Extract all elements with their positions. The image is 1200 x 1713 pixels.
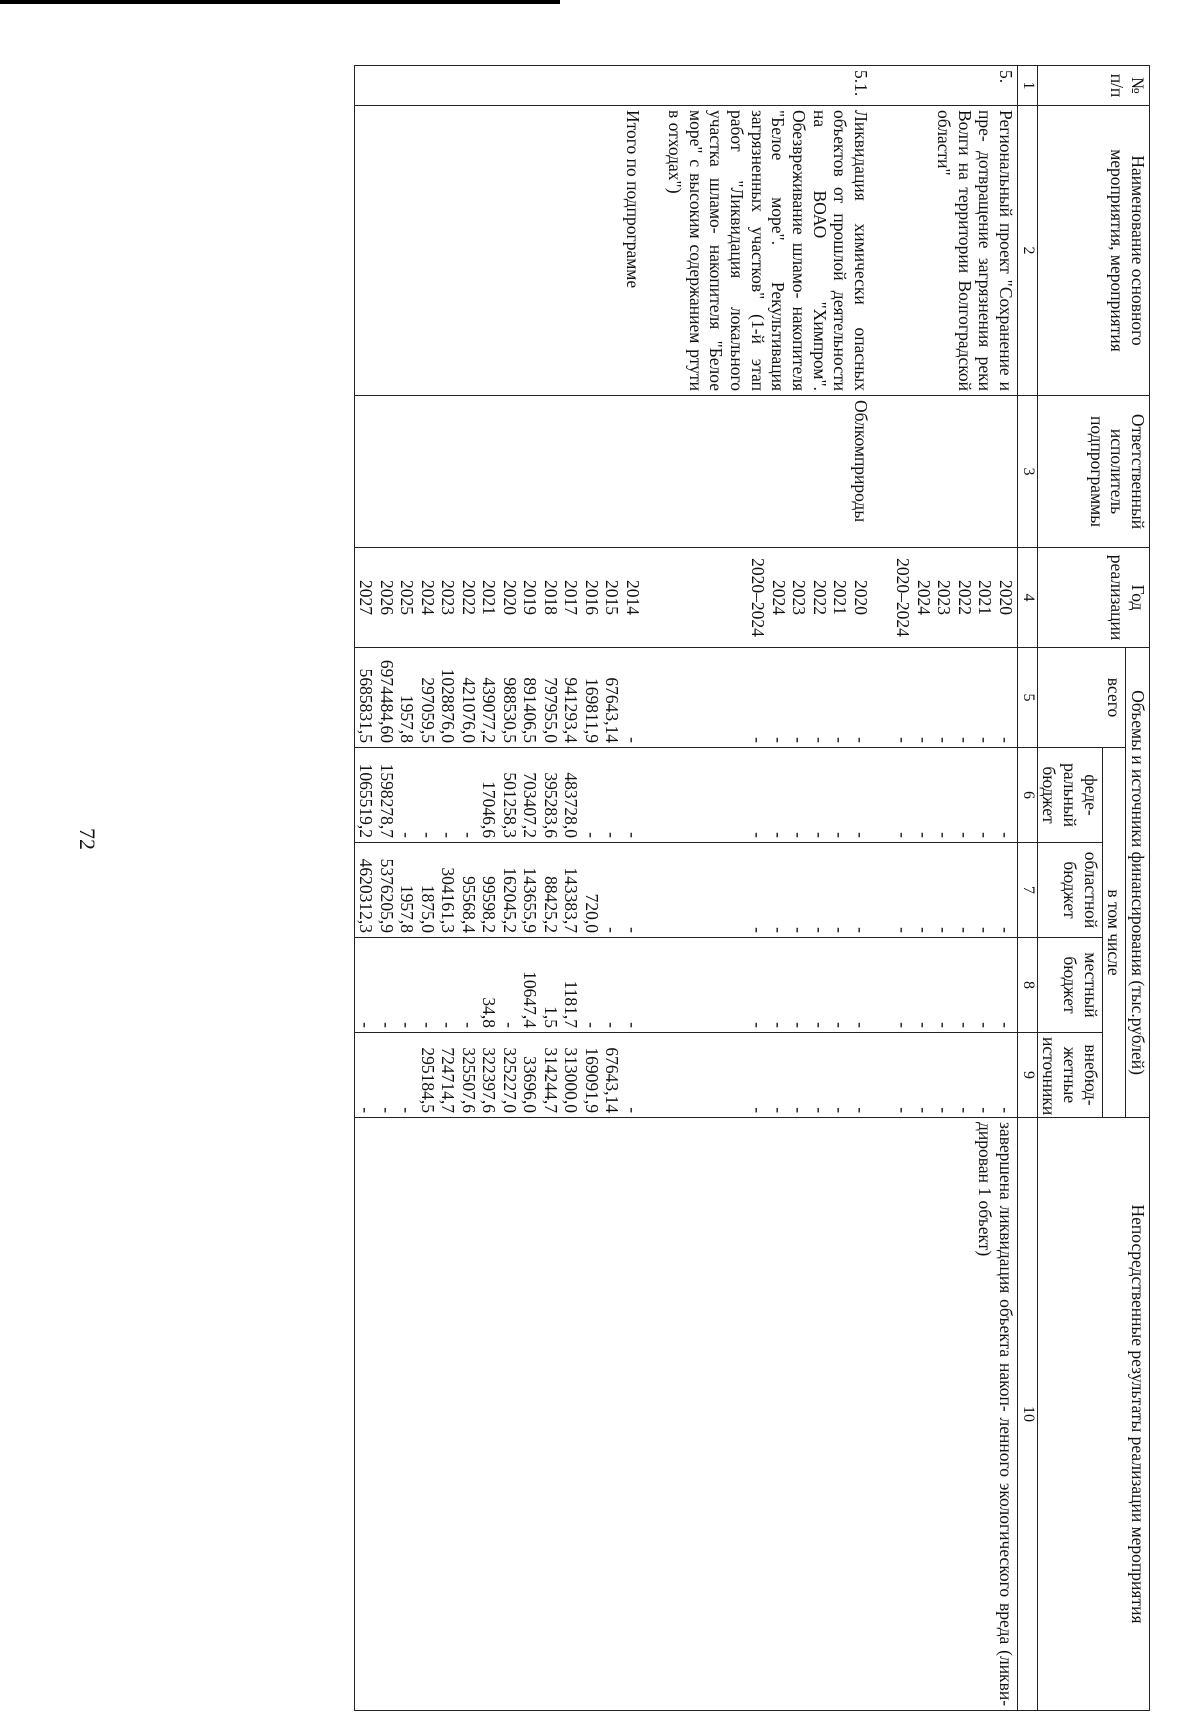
regional-cell-value: - (602, 927, 623, 933)
year-cell-value: 2020–2024 (748, 558, 769, 637)
local-cell-value: - (893, 1022, 914, 1028)
extrabudget-cell-value: 314244,7 (540, 1047, 561, 1114)
regional-cell-value: 99598,2 (479, 876, 500, 933)
extrabudget-cell-value: - (995, 1107, 1016, 1114)
header-num: № п/п (1037, 66, 1149, 106)
year-cell-value: 2024 (417, 580, 438, 615)
total-cell-value: 169811,9 (581, 678, 602, 743)
regional-cell-value: 720,0 (581, 893, 602, 933)
regional-cell-value: - (748, 927, 769, 933)
regional-cell-value: 95568,4 (458, 876, 479, 933)
extrabudget-cell-value: - (376, 1107, 397, 1114)
extrabudget-cell-value: 325507,6 (458, 1047, 479, 1114)
header-name: Наименование основного мероприятия, мероприятия (1037, 106, 1149, 396)
year-cell-value: 2016 (581, 580, 602, 615)
total-cell-value: 5685831,5 (356, 668, 377, 743)
col-number: 4 (1017, 548, 1037, 648)
federal-cell-value: - (458, 832, 479, 838)
local-cell-value: - (356, 1022, 377, 1028)
year-cell-value: 2020–2024 (893, 558, 914, 637)
federal-cell-value: 17046,6 (479, 781, 500, 838)
rotated-page (160, 65, 1150, 1710)
activity-name: Региональный проект "Сохранение и пре- дотвращение загрязнения реки Волги на территории Волгоградской области" (892, 106, 1018, 396)
total-cell (664, 648, 872, 748)
local-cell-value: 1,5 (540, 1006, 561, 1028)
local-cell-value: - (934, 1022, 955, 1028)
column-number-row (1017, 66, 1037, 1711)
extrabudget-cell-value: - (975, 1107, 996, 1114)
local-cell-value: - (850, 1022, 871, 1028)
total-cell-value: 941293,4 (561, 677, 582, 743)
federal-cell (892, 748, 1018, 843)
result-cell (664, 1118, 872, 1711)
regional-cell-value: 1875,0 (417, 884, 438, 933)
regional-cell-value: 88425,2 (540, 876, 561, 933)
header-regional: областной бюджет (1037, 843, 1102, 938)
extrabudget-cell-value: - (622, 1107, 643, 1114)
year-cell-value: 2025 (397, 580, 418, 615)
extrabudget-cell-value: 295184,5 (417, 1047, 438, 1114)
total-cell (354, 648, 644, 748)
col-number: 3 (1017, 396, 1037, 548)
top-border-line (0, 0, 560, 4)
federal-cell-value: - (438, 832, 459, 838)
local-cell-value: - (602, 1022, 623, 1028)
federal-cell-value: - (602, 832, 623, 838)
activity-name: Ликвидация химически опасных объектов от прошлой деятельности на ВОАО "Химпром". Обезвреживание шламо- накопителя "Белое море". Рекультивация загрязненных участков" (1-й этап работ "Ликвидация локального участка шламо- накопителя "Белое море" с высоким содержанием ртути в отходах") (664, 106, 872, 396)
federal-cell-value: 1598278,7 (376, 763, 397, 838)
year-cell-value: 2027 (356, 580, 377, 615)
local-cell-value: 10647,4 (520, 971, 541, 1028)
extrabudget-cell-value: - (768, 1107, 789, 1114)
regional-cell-value: - (809, 927, 830, 933)
federal-cell-value: - (768, 832, 789, 838)
regional-cell (664, 843, 872, 938)
federal-cell-value: - (622, 832, 643, 838)
total-cell-value: - (995, 737, 1016, 743)
regional-cell-value: 162045,2 (499, 867, 520, 933)
regional-cell-value: - (768, 927, 789, 933)
result-cell: завершена ликвидация объекта накоп- ленного экологического вреда (ликви- дирован 1 объект) (892, 1118, 1018, 1711)
total-cell-value: 297059,5 (417, 677, 438, 743)
year-cell-value: 2015 (602, 580, 623, 615)
local-cell-value: - (397, 1022, 418, 1028)
local-cell-value: - (458, 1022, 479, 1028)
local-cell (892, 938, 1018, 1033)
col-number: 6 (1017, 748, 1037, 843)
local-cell-value: - (913, 1022, 934, 1028)
year-cell-value: 2021 (975, 580, 996, 615)
regional-cell-value: - (622, 927, 643, 933)
header-responsible: Ответственный исполитель подпрограммы (1037, 396, 1149, 548)
year-cell-value: 2021 (830, 580, 851, 615)
local-cell-value: - (768, 1022, 789, 1028)
federal-cell-value: - (397, 832, 418, 838)
extrabudget-cell-value: 325227,0 (499, 1047, 520, 1114)
federal-cell-value: - (850, 832, 871, 838)
regional-cell-value: - (913, 927, 934, 933)
extrabudget-cell (664, 1033, 872, 1118)
federal-cell-value: - (581, 832, 602, 838)
regional-cell (354, 843, 644, 938)
regional-cell-value: - (893, 927, 914, 933)
local-cell-value: - (975, 1022, 996, 1028)
total-cell-value: 67643,14 (602, 677, 623, 743)
local-cell-value: - (830, 1022, 851, 1028)
regional-cell-value: - (975, 927, 996, 933)
total-cell-value: 797955,0 (540, 677, 561, 743)
year-cell-value: 2021 (479, 580, 500, 615)
year-cell-value: 2024 (913, 580, 934, 615)
extrabudget-cell-value: 724714,7 (438, 1047, 459, 1114)
total-cell-value: - (934, 737, 955, 743)
regional-cell-value: - (995, 927, 1016, 933)
local-cell (664, 938, 872, 1033)
federal-cell-value: - (995, 832, 1016, 838)
regional-cell-value: 143655,9 (520, 867, 541, 933)
col-number: 5 (1017, 648, 1037, 748)
extrabudget-cell-value: - (397, 1107, 418, 1114)
extrabudget-cell-value: - (789, 1107, 810, 1114)
year-cell-value: 2020 (995, 580, 1016, 615)
header-federal: феде- ральный бюджет (1037, 748, 1102, 843)
federal-cell-value: 395283,6 (540, 772, 561, 838)
extrabudget-cell-value: - (850, 1107, 871, 1114)
local-cell-value: - (789, 1022, 810, 1028)
header-total: всего (1037, 648, 1126, 748)
local-cell-value: - (995, 1022, 1016, 1028)
responsible-executor (892, 396, 1018, 548)
year-cell-value: 2022 (809, 580, 830, 615)
regional-cell-value: 4620312,3 (356, 858, 377, 933)
federal-cell-value: - (809, 832, 830, 838)
activity-name: Итого по подпрограмме (354, 106, 644, 396)
total-cell-value: - (913, 737, 934, 743)
regional-cell-value: 304161,3 (438, 867, 459, 933)
header-including: в том числе (1102, 748, 1126, 1118)
regional-cell-value: - (954, 927, 975, 933)
regional-cell (892, 843, 1018, 938)
local-cell-value: - (622, 1022, 643, 1028)
local-cell-value: - (417, 1022, 438, 1028)
local-cell-value: 1181,7 (561, 980, 582, 1028)
federal-cell (354, 748, 644, 843)
total-cell-value: - (768, 737, 789, 743)
total-cell-value: - (975, 737, 996, 743)
year-cell-value: 2024 (768, 580, 789, 615)
total-cell-value: 421076,0 (458, 677, 479, 743)
col-number: 7 (1017, 843, 1037, 938)
year-cell-value: 2023 (789, 580, 810, 615)
extrabudget-cell-value: 169091,9 (581, 1047, 602, 1114)
federal-cell-value: - (934, 832, 955, 838)
total-cell-value: - (622, 737, 643, 743)
year-cell-value: 2014 (622, 580, 643, 615)
table-row (354, 66, 644, 1711)
extrabudget-cell-value: - (913, 1107, 934, 1114)
header-extrabudget: внебюд- жетные источники (1037, 1033, 1102, 1118)
header-local: местный бюджет (1037, 938, 1102, 1033)
federal-cell-value: 501258,3 (499, 772, 520, 838)
col-number: 10 (1017, 1118, 1037, 1711)
spacer-row (644, 66, 664, 1711)
col-number: 8 (1017, 938, 1037, 1033)
local-cell (354, 938, 644, 1033)
local-cell-value: - (438, 1022, 459, 1028)
year-cell-value: 2023 (934, 580, 955, 615)
year-cell-value: 2020 (499, 580, 520, 615)
extrabudget-cell-value: - (830, 1107, 851, 1114)
local-cell-value: - (376, 1022, 397, 1028)
year-cell-value: 2019 (520, 580, 541, 615)
financing-table (354, 65, 1150, 1711)
total-cell-value: 6974484,60 (376, 659, 397, 743)
extrabudget-cell-value: - (893, 1107, 914, 1114)
federal-cell-value: 1065519,2 (356, 763, 377, 838)
federal-cell-value: - (748, 832, 769, 838)
year-cell (892, 548, 1018, 648)
extrabudget-cell-value: - (748, 1107, 769, 1114)
year-cell-value: 2023 (438, 580, 459, 615)
col-number: 2 (1017, 106, 1037, 396)
table-row (892, 66, 1018, 1711)
total-cell-value: 988530,5 (499, 677, 520, 743)
header-volumes: Объемы и источники финансирования (тыс.рублей) (1126, 648, 1150, 1118)
extrabudget-cell-value: - (356, 1107, 377, 1114)
federal-cell-value: - (830, 832, 851, 838)
federal-cell-value: - (954, 832, 975, 838)
col-number: 9 (1017, 1033, 1037, 1118)
extrabudget-cell-value: - (934, 1107, 955, 1114)
total-cell-value: - (850, 737, 871, 743)
extrabudget-cell (892, 1033, 1018, 1118)
federal-cell-value: - (417, 832, 438, 838)
regional-cell-value: 1957,8 (397, 884, 418, 933)
local-cell-value: - (954, 1022, 975, 1028)
responsible-executor: Облкомприроды (664, 396, 872, 548)
year-cell-value: 2022 (954, 580, 975, 615)
year-cell-value: 2017 (561, 580, 582, 615)
local-cell-value: - (581, 1022, 602, 1028)
total-cell-value: - (809, 737, 830, 743)
result-cell (354, 1118, 644, 1711)
extrabudget-cell-value: 322397,6 (479, 1047, 500, 1114)
total-cell-value: - (789, 737, 810, 743)
responsible-executor (354, 396, 644, 548)
total-cell-value: 439077,2 (479, 677, 500, 743)
extrabudget-cell-value: 33696,0 (520, 1056, 541, 1114)
page-number: 72 (75, 828, 100, 850)
header-year: Год реализации (1037, 548, 1149, 648)
regional-cell-value: 143383,7 (561, 867, 582, 933)
row-number: 5.1. (664, 66, 872, 106)
total-cell-value: - (954, 737, 975, 743)
federal-cell-value: - (893, 832, 914, 838)
total-cell-value: - (830, 737, 851, 743)
federal-cell-value: - (913, 832, 934, 838)
extrabudget-cell-value: - (954, 1107, 975, 1114)
regional-cell-value: - (830, 927, 851, 933)
total-cell (892, 648, 1018, 748)
federal-cell-value: 703407,2 (520, 772, 541, 838)
year-cell-value: 2022 (458, 580, 479, 615)
year-cell-value: 2026 (376, 580, 397, 615)
total-cell-value: 1957,8 (397, 694, 418, 743)
year-cell-value: 2018 (540, 580, 561, 615)
row-number: 5. (892, 66, 1018, 106)
year-cell-value: 2020 (850, 580, 871, 615)
total-cell-value: 891406,5 (520, 677, 541, 743)
extrabudget-cell-value: 67643,14 (602, 1047, 623, 1114)
year-cell (664, 548, 872, 648)
year-cell (354, 548, 644, 648)
total-cell-value: - (893, 737, 914, 743)
federal-cell (664, 748, 872, 843)
total-cell-value: - (748, 737, 769, 743)
spacer-row (872, 66, 892, 1711)
local-cell-value: - (809, 1022, 830, 1028)
regional-cell-value: - (934, 927, 955, 933)
extrabudget-cell-value: - (809, 1107, 830, 1114)
regional-cell-value: - (850, 927, 871, 933)
federal-cell-value: - (975, 832, 996, 838)
extrabudget-cell-value: 313000,0 (561, 1047, 582, 1114)
header-results: Непосредственные результаты реализации мероприятия (1037, 1118, 1149, 1711)
regional-cell-value: - (789, 927, 810, 933)
local-cell-value: 34,8 (479, 997, 500, 1028)
total-cell-value: 1028876,0 (438, 668, 459, 743)
col-number: 1 (1017, 66, 1037, 106)
federal-cell-value: 483728,0 (561, 772, 582, 838)
row-number (354, 66, 644, 106)
regional-cell-value: 5376205,9 (376, 858, 397, 933)
table-row (664, 66, 872, 1711)
federal-cell-value: - (789, 832, 810, 838)
local-cell-value: - (499, 1022, 520, 1028)
local-cell-value: - (748, 1022, 769, 1028)
extrabudget-cell (354, 1033, 644, 1118)
